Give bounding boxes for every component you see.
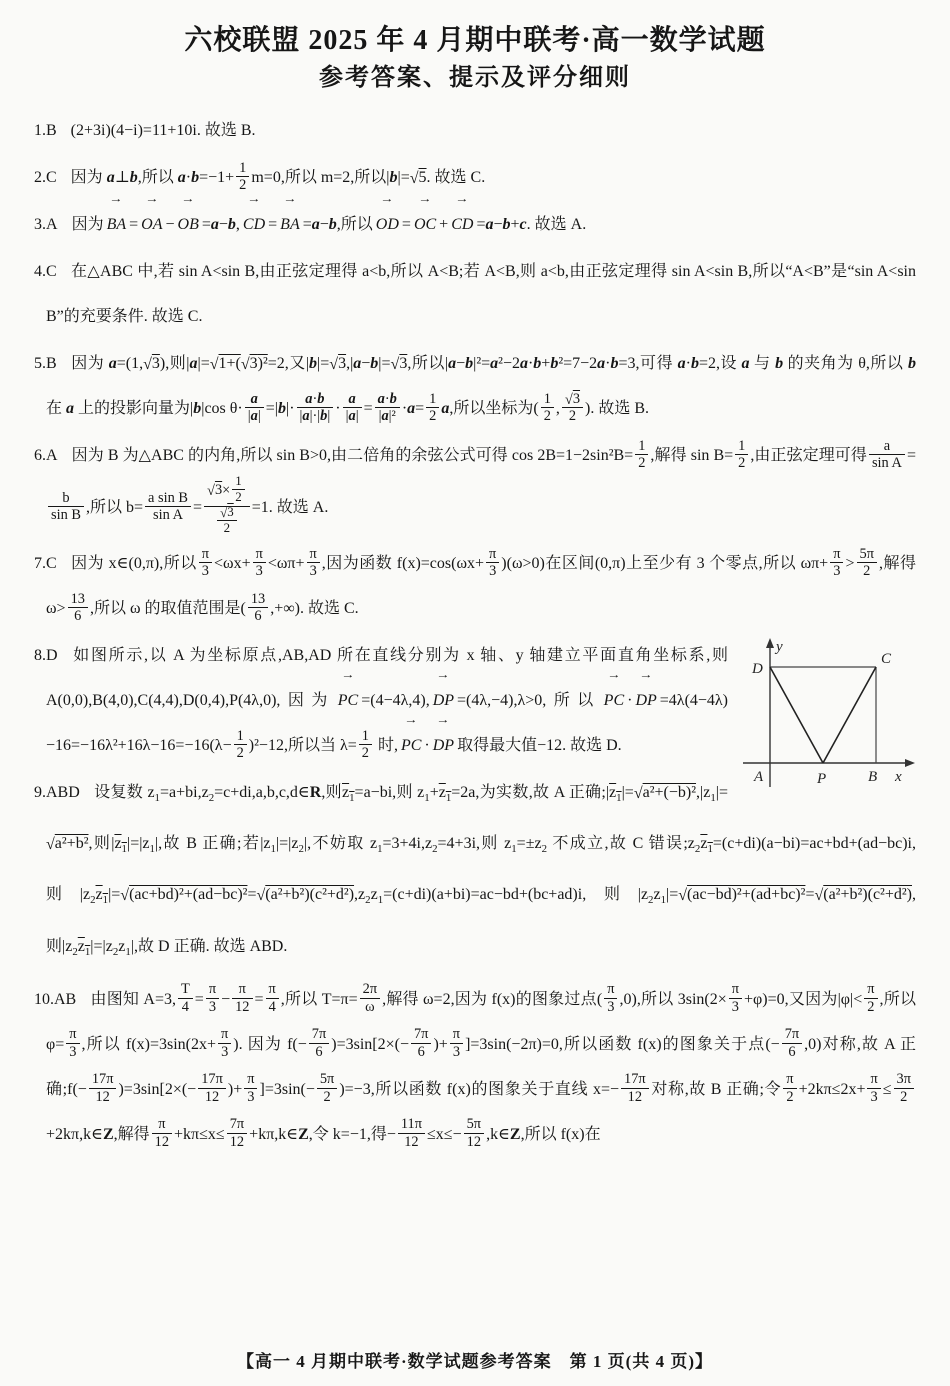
- x-axis-arrow: [905, 759, 915, 767]
- answer-item-8: [34, 633, 916, 787]
- answer-text: 因为 x∈(0,π),所以 $\frac{\pi}{3}$ <ωx+ $\frac{\pi}{3}$ <ωπ+ $\frac{\pi}{3}$ ,因为函数 f(x)=cos(ωx+ $\frac{\pi}{3}$ )(ω>0)在区间(0,π)上至少有 3 个零点,所以 ωπ+ $\frac{\pi}{3}$ > $\frac{5\pi}{2}$ ,解得 ω> $\frac{13}{6}$ ,所以 ω 的取值范围是( $\frac{13}{6}$ ,+∞). 故选 C.: [46, 545, 916, 624]
- answer-item-2: [34, 155, 916, 200]
- segment-DP: [770, 667, 823, 763]
- q8-figure-svg: [738, 635, 924, 797]
- figure-label-B: B: [868, 769, 878, 785]
- answer-number: 8.D: [34, 647, 58, 664]
- answer-item-3: [34, 202, 916, 247]
- answer-text: 因为 a=(1, √ 3),则|a|= √ 1+( √ 3)²=2,又|b|= √ 3,|a−b|= √ 3,所以|a−b|²=a²−2a·b+b²=7−2a·b=3,可得 a·b=2,设 a 与 b 的夹角为 θ,所以 b 在 a 上的投影向量为|b|cos θ· $\frac{a}{|a|}$ =|b|· $\frac{a\cdot b}{|a|\cdot|b|}$ · $\frac{a}{|a|}$ = $\frac{a\cdot b}{\text{|a|²}}$ ·a= $\frac{1}{2}$ a,所以坐标为( $\frac{1}{2}$ , √ $\frac{3}{2}$ ). 故选 B.: [46, 355, 916, 417]
- answers-list: [0, 96, 950, 1157]
- segment-PC: [823, 667, 876, 763]
- page-title: 六校联盟 2025 年 4 月期中联考·高一数学试题: [184, 25, 766, 56]
- answer-number: 4.C: [34, 263, 57, 280]
- answer-text: 因为 a⊥b,所以 a·b=−1+ $\frac{1}{2}$ m=0,所以 m=2,所以|b|= √ 5. 故选 C.: [71, 169, 486, 186]
- q8-square-figure: [738, 635, 924, 797]
- figure-label-A: A: [754, 769, 764, 785]
- answer-number: 5.B: [34, 355, 57, 372]
- y-axis-arrow: [766, 638, 774, 648]
- answer-item-9: [34, 770, 916, 975]
- answer-number: 1.B: [34, 122, 57, 139]
- answer-number: 6.A: [34, 447, 58, 464]
- answer-item-4: [34, 249, 916, 339]
- answer-text: 由图知 A=3, $\frac{T}{4}$ = $\frac{\pi}{3}$ − $\frac{\pi}{12}$ = $\frac{\pi}{4}$ ,所以 T=π= $\frac{2\pi}{\omega}$ ,解得 ω=2,因为 f(x)的图象过点( $\frac{\pi}{3}$ ,0),所以 3sin(2× $\frac{\pi}{3}$ +φ)=0,又因为|φ|< $\frac{\pi}{2}$ ,所以 φ= $\frac{\pi}{3}$ ,所以 f(x)=3sin(2x+ $\frac{\pi}{3}$ ). 因为 f(− $\frac{7\pi}{6}$ )=3sin[2×(− $\frac{7\pi}{6}$ )+ $\frac{\pi}{3}$ ]=3sin(−2π)=0,所以函数 f(x)的图象关于点(− $\frac{7\pi}{6}$ ,0)对称,故 A 正确;f(− $\frac{17\pi}{12}$ )=3sin[2×(− $\frac{17\pi}{12}$ )+ $\frac{\pi}{3}$ ]=3sin(− $\frac{5\pi}{2}$ )=−3,所以函数 f(x)的图象关于直线 x=− $\frac{17\pi}{12}$ 对称,故 B 正确;令 $\frac{\pi}{2}$ +2kπ≤2x+ $\frac{\pi}{3}$ ≤ $\frac{3\pi}{2}$ +2kπ,k∈Z,解得 $\frac{\pi}{12}$ +kπ≤x≤ $\frac{7\pi}{12}$ +kπ,k∈Z,令 k=−1,得− $\frac{11\pi}{12}$ ≤x≤− $\frac{5\pi}{12}$ ,k∈Z,所以 f(x)在: [46, 981, 916, 1150]
- page-footer: 【高一 4 月期中联考·数学试题参考答案 第 1 页(共 4 页)】: [237, 1352, 713, 1371]
- answer-number: 9.ABD: [34, 784, 80, 801]
- figure-label-y: y: [776, 639, 783, 655]
- answer-item-7: [34, 541, 916, 631]
- answer-number: 2.C: [34, 169, 57, 186]
- answer-item-10: [34, 977, 916, 1157]
- figure-label-C: C: [881, 651, 892, 667]
- answer-item-6: [34, 433, 916, 539]
- page-subtitle: 参考答案、提示及评分细则: [319, 65, 631, 91]
- answer-number: 7.C: [34, 555, 57, 572]
- answer-text: (2+3i)(4−i)=11+10i. 故选 B.: [70, 122, 256, 139]
- answer-item-1: [34, 108, 916, 153]
- answer-number: 3.A: [34, 216, 58, 233]
- answer-text: 如图所示,以 A 为坐标原点,AB,AD 所在直线分别为 x 轴、y 轴建立平面直角坐标系,则 A(0,0),B(4,0),C(4,4),D(0,4),P(4λ,0),因为 → PC =(4−4λ,4), → DP =(4λ,−4),λ>0,所以 → PC · → DP =4λ(4−4λ)−16=−16λ²+16λ−16=−16(λ− $\frac{1}{2}$ )²−12,所以当 λ= $\frac{1}{2}$ 时, → PC · → DP 取得最大值−12. 故选 D.: [46, 647, 728, 754]
- figure-label-x: x: [895, 769, 902, 785]
- title-block: [0, 22, 950, 96]
- answer-number: 10.AB: [34, 990, 77, 1008]
- answer-text: 因为 B 为△ABC 的内角,所以 sin B>0,由二倍角的余弦公式可得 cos 2B=1−2sin²B= $\frac{1}{2}$ ,解得 sin B= $\frac{1}{2}$ ,由正弦定理可得 $\frac{a}{\text{sin A}}$ = $\frac{b}{\text{sin B}}$ ,所以 b= $\frac{\text{a sin B}}{\text{sin A}}$ = √ 3× $\frac{1}{2}$ √ $\frac{3}{2}$ =1. 故选 A.: [46, 447, 916, 516]
- answer-text: 因为 → BA = → OA − → OB =a−b, → CD = → BA =a−b,所以 → OD = → OC + → CD =a−b+c. 故选 A.: [72, 216, 587, 233]
- answer-text: 设复数 $z_1=a+bi,z_2=c+di,a,b,c,d\in R$,则$z_1=a-bi$,则 $z_1+z_1=2a$,为实数,故 A 正确$;|z_1|=$ √ $a^2+(-b)^2,|z_1|=√$ a²+b²,则$|z_1|=|z_1|$,故 B 正确;若$|z_1|=|z_2|$,不妨取 $z_1=3+4i,z_2=4+3i$,则 $z_1=\pm z_2$ 不成立,故 C 错误$;z_2z_1=(c+di)(a-bi)=ac+bd+(ad-bc)i$,则$|z_2z_1|=$ √ (ac+bd)²+(ad−bc)²= √ $(a^2+b^2)(c^2+d^2),z_2z_1=(c+di)(a+bi)=ac-bd+(bc+ad)i$,则$|z_2z_1|=$ √ (ac−bd)²+(ad+bc)²= √ (a²+b²)(c²+d²),则$|z_2z_1|=|z_2z_1|$,故 D 正确. 故选 ABD.: [46, 784, 916, 955]
- answer-text: 在△ABC 中,若 sin A<sin B,由正弦定理得 a<b,所以 A<B;若 A<B,则 a<b,由正弦定理得 sin A<sin B,所以“A<B”是“sin A<sin B”的充要条件. 故选 C.: [46, 263, 916, 325]
- figure-label-D: D: [752, 661, 763, 677]
- answer-item-5: [34, 341, 916, 431]
- figure-label-P: P: [817, 771, 827, 787]
